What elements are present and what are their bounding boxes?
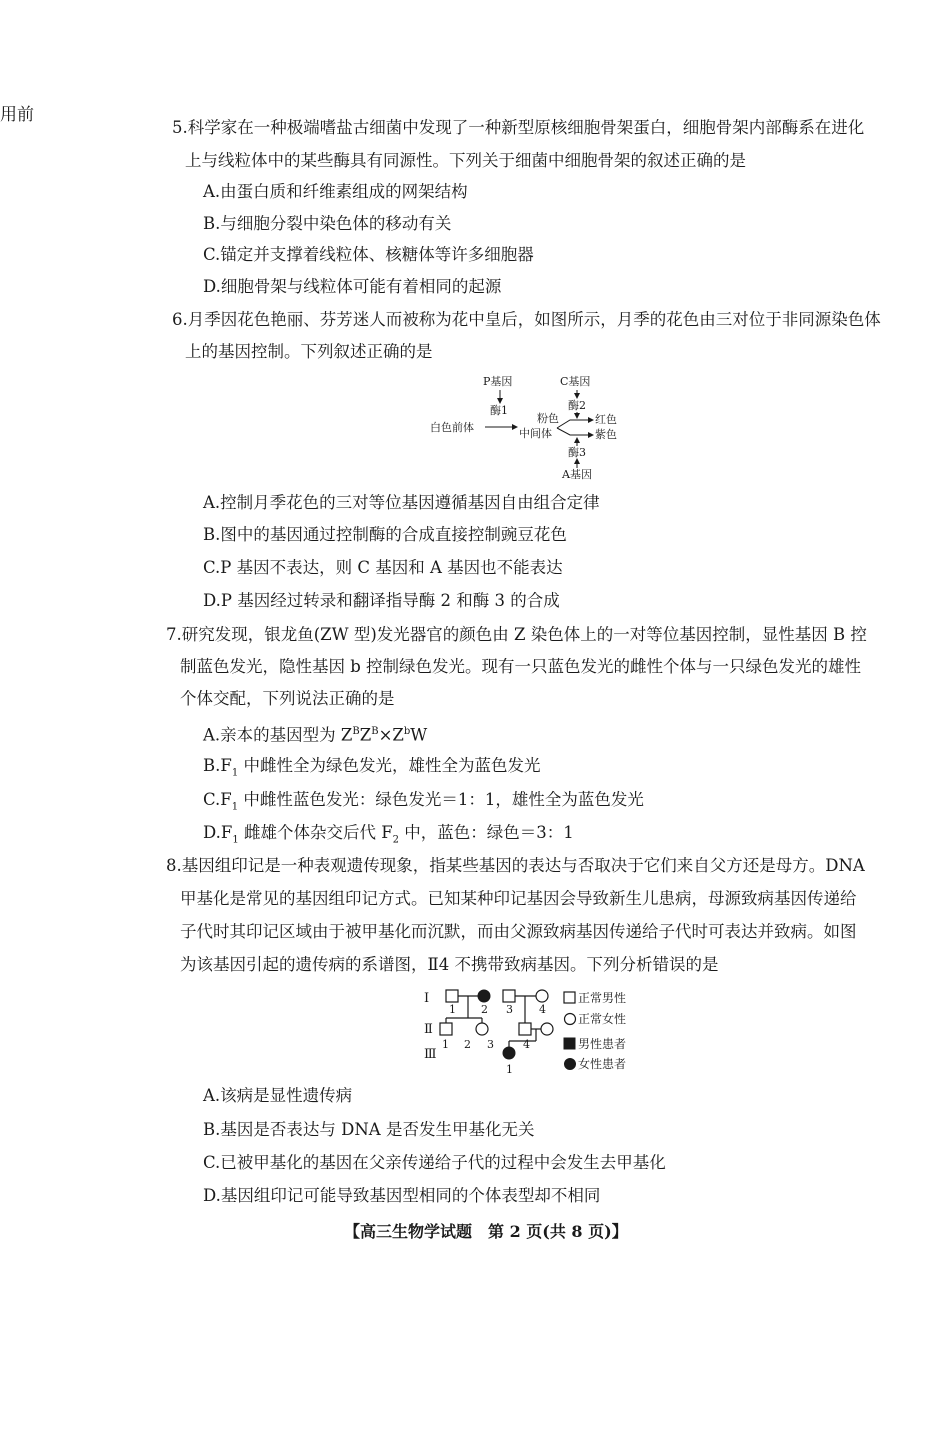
i2-affected-female xyxy=(478,990,490,1002)
page-footer: 【高三生物学试题 第 2 页(共 8 页)】 xyxy=(344,1222,628,1241)
q7-stem-line3: 个体交配，下列说法正确的是 xyxy=(180,689,395,708)
q5-option-a: A.由蛋白质和纤维素组成的网架结构 xyxy=(203,182,468,201)
q6-option-d: D.P 基因经过转录和翻译指导酶 2 和酶 3 的合成 xyxy=(203,591,560,610)
q8-option-b: B.基因是否表达与 DNA 是否发生甲基化无关 xyxy=(203,1120,535,1139)
ii2-number: 2 xyxy=(464,1038,471,1051)
legend-normal-male: 正常男性 xyxy=(578,991,627,1005)
enzyme3-label: 酶3 xyxy=(568,446,586,459)
q7-stem-line2: 制蓝色发光，隐性基因 b 控制绿色发光。现有一只蓝色发光的雌性个体与一只绿色发光的雄性 xyxy=(180,657,862,676)
q6-option-c: C.P 基因不表达，则 C 基因和 A 基因也不能表达 xyxy=(203,558,563,577)
sup-b1: B xyxy=(352,726,360,737)
ii1-normal-male xyxy=(440,1023,452,1035)
legend-affected-male: 男性患者 xyxy=(578,1037,627,1051)
ii4-normal-female xyxy=(541,1023,553,1035)
q8-option-d: D.基因组印记可能导致基因型相同的个体表型却不相同 xyxy=(203,1186,601,1205)
q7-option-c-text: 中雌性蓝色发光：绿色发光＝1：1，雄性全为蓝色发光 xyxy=(238,790,644,809)
q7-option-a-w: W xyxy=(410,725,428,745)
q5-option-c: C.锚定并支撑着线粒体、核糖体等许多细胞器 xyxy=(203,245,534,264)
q6-stem-line1: 6.月季因花色艳丽、芬芳迷人而被称为花中皇后，如图所示，月季的花色由三对位于非同源染色体 xyxy=(172,310,881,329)
q8-option-a: A.该病是显性遗传病 xyxy=(203,1086,353,1105)
sub-1: 1 xyxy=(231,801,239,813)
q5-stem-line1: 5.科学家在一种极端嗜盐古细菌中发现了一种新型原核细胞骨架蛋白，细胞骨架内部酶系在进化 xyxy=(172,118,865,137)
q7-option-a-cross: ×Z xyxy=(378,725,404,745)
legend-normal-male-symbol xyxy=(564,992,575,1003)
i4-number: 4 xyxy=(539,1003,546,1016)
i3-normal-male xyxy=(503,990,515,1002)
ii2-normal-female xyxy=(476,1023,488,1035)
white-precursor-label: 白色前体 xyxy=(430,421,474,434)
q8-stem-line4: 为该基因引起的遗传病的系谱图，Ⅱ4 不携带致病基因。下列分析错误的是 xyxy=(180,955,719,974)
q5-stem-line2: 上与线粒体中的某些酶具有同源性。下列关于细菌中细胞骨架的叙述正确的是 xyxy=(185,151,746,170)
pedigree-chart xyxy=(420,985,650,1080)
q7-option-d-prefix: D.F xyxy=(203,823,233,842)
q5-option-d: D.细胞骨架与线粒体可能有着相同的起源 xyxy=(203,277,502,296)
gen-ii-label: Ⅱ xyxy=(424,1022,433,1037)
q7-option-d xyxy=(203,822,574,851)
legend-affected-male-symbol xyxy=(564,1038,575,1049)
q7-option-b-text: 中雌性全为绿色发光，雄性全为蓝色发光 xyxy=(238,756,541,775)
sup-b3: b xyxy=(403,726,411,737)
enzyme1-label: 酶1 xyxy=(490,404,508,417)
q7-option-a-z: Z xyxy=(359,725,372,745)
q8-option-c: C.已被甲基化的基因在父亲传递给子代的过程中会发生去甲基化 xyxy=(203,1153,666,1172)
legend-normal-female: 正常女性 xyxy=(578,1012,627,1026)
q6-option-b: B.图中的基因通过控制酶的合成直接控制豌豆花色 xyxy=(203,525,567,544)
q6-stem-line2: 上的基因控制。下列叙述正确的是 xyxy=(185,342,433,361)
q7-option-b-prefix: B.F xyxy=(203,756,232,775)
gen-i-label: Ⅰ xyxy=(424,991,430,1006)
iii1-affected-female xyxy=(503,1047,515,1059)
pink-label-line1: 粉色 xyxy=(537,412,559,425)
red-label: 红色 xyxy=(595,413,617,426)
i3-number: 3 xyxy=(506,1003,513,1016)
i1-normal-male xyxy=(446,990,458,1002)
enzyme2-label: 酶2 xyxy=(568,399,586,412)
q7-option-a-text: A.亲本的基因型为 Z xyxy=(203,725,353,745)
i1-number: 1 xyxy=(449,1003,456,1016)
sub-1: 1 xyxy=(232,834,239,846)
flower-color-pathway-diagram xyxy=(425,370,635,485)
i4-normal-female xyxy=(536,990,548,1002)
q7-option-d-mid: 雌雄个体杂交后代 F xyxy=(238,823,393,842)
i2-number: 2 xyxy=(481,1003,488,1016)
c-gene-label: C基因 xyxy=(560,375,591,388)
q8-stem-line1: 8.基因组印记是一种表观遗传现象，指某些基因的表达与否取决于它们来自父方还是母方。DNA xyxy=(166,856,865,875)
q6-option-a: A.控制月季花色的三对等位基因遵循基因自由组合定律 xyxy=(203,493,600,512)
q7-option-d-text: 中，蓝色：绿色＝3：1 xyxy=(399,823,574,842)
q7-option-c-prefix: C.F xyxy=(203,790,232,809)
ii3-normal-male xyxy=(519,1023,531,1035)
legend-affected-female-symbol xyxy=(565,1059,576,1070)
purple-label: 紫色 xyxy=(595,428,617,441)
q8-stem-line2: 甲基化是常见的基因组印记方式。已知某种印记基因会导致新生儿患病，母源致病基因传递给 xyxy=(180,889,857,908)
legend-affected-female: 女性患者 xyxy=(578,1057,627,1071)
iii1-number: 1 xyxy=(506,1063,513,1076)
margin-tag: 用前 xyxy=(0,105,34,125)
q7-option-a xyxy=(203,721,427,747)
q5-option-b: B.与细胞分裂中染色体的移动有关 xyxy=(203,214,452,233)
sup-b2: B xyxy=(371,726,379,737)
q7-option-b xyxy=(203,755,540,784)
sub-1: 1 xyxy=(231,767,239,779)
ii3-number: 3 xyxy=(487,1038,494,1051)
q7-stem-line1: 7.研究发现，银龙鱼(ZW 型)发光器官的颜色由 Z 染色体上的一对等位基因控制，显性基因 B 控 xyxy=(166,625,867,644)
ii4-number: 4 xyxy=(523,1038,530,1051)
pink-label-line2: 中间体 xyxy=(519,427,552,440)
q8-stem-line3: 子代时其印记区域由于被甲基化而沉默，而由父源致病基因传递给子代时可表达并致病。如图 xyxy=(180,922,857,941)
sub-2: 2 xyxy=(392,834,400,846)
ii1-number: 1 xyxy=(442,1038,449,1051)
legend-normal-female-symbol xyxy=(565,1014,576,1025)
gen-iii-label: Ⅲ xyxy=(424,1047,437,1062)
a-gene-label: A基因 xyxy=(562,468,592,481)
q7-option-c xyxy=(203,789,644,818)
p-gene-label: P基因 xyxy=(483,375,513,388)
